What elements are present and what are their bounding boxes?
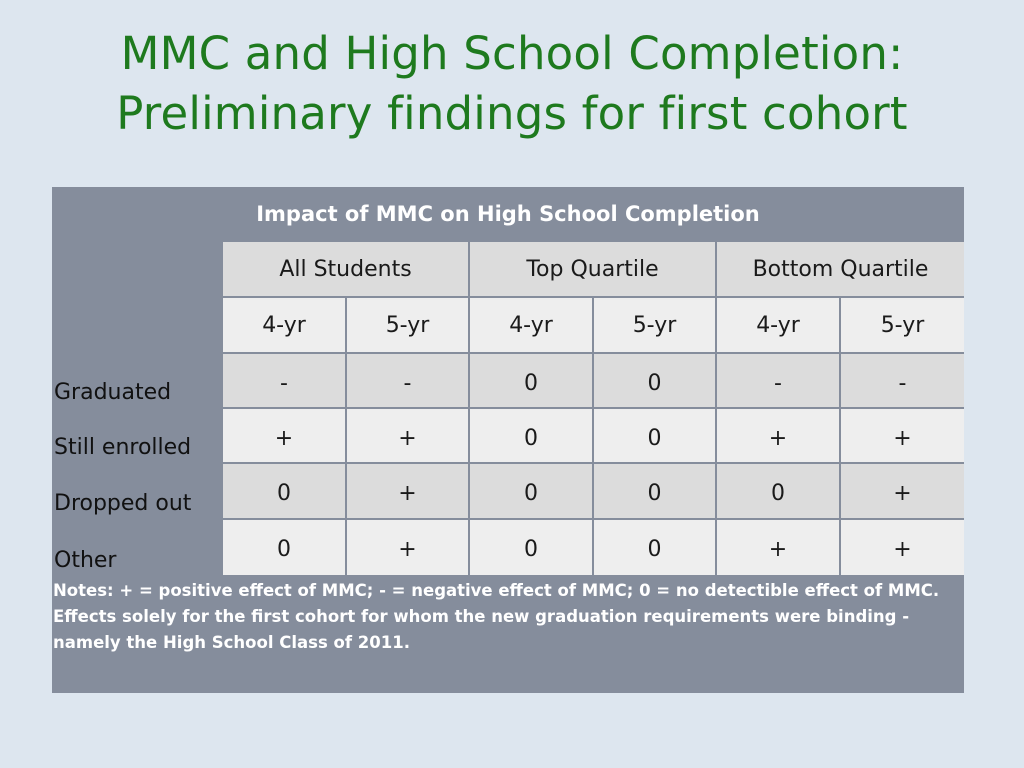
table-cell: + — [841, 520, 964, 575]
subheader-cell: 5-yr — [594, 298, 715, 352]
table-cell: + — [841, 409, 964, 462]
table-cell: 0 — [470, 520, 592, 575]
table-cell: + — [347, 464, 468, 518]
row-label-graduated: Graduated — [52, 354, 221, 407]
table-cell: 0 — [470, 464, 592, 518]
group-header-all-students: All Students — [223, 242, 468, 296]
table-cell: 0 — [594, 464, 715, 518]
table-cell: + — [717, 520, 839, 575]
table-cell: 0 — [223, 520, 345, 575]
table-cell: + — [347, 520, 468, 575]
table-cell: 0 — [717, 464, 839, 518]
subheader-cell: 4-yr — [223, 298, 345, 352]
slide-title — [0, 24, 1024, 144]
table-cell: 0 — [470, 409, 592, 462]
row-label-other: Other — [52, 520, 221, 575]
table-cell: 0 — [594, 520, 715, 575]
subheader-cell: 5-yr — [841, 298, 964, 352]
row-label-still-enrolled: Still enrolled — [52, 409, 221, 462]
table-cell: 0 — [594, 409, 715, 462]
table-cell: 0 — [594, 354, 715, 407]
subheader-cell: 4-yr — [470, 298, 592, 352]
table-cell: - — [841, 354, 964, 407]
table-cell: 0 — [223, 464, 345, 518]
slide-title-line-1: MMC and High School Completion: — [120, 27, 904, 80]
group-header-top-quartile: Top Quartile — [470, 242, 715, 296]
table-cell: + — [717, 409, 839, 462]
table-cell: - — [717, 354, 839, 407]
impact-table — [52, 187, 964, 693]
table-header: Impact of MMC on High School Completion — [52, 187, 964, 240]
table-cell: + — [347, 409, 468, 462]
subheader-cell: 5-yr — [347, 298, 468, 352]
group-header-bottom-quartile: Bottom Quartile — [717, 242, 964, 296]
subheader-cell: 4-yr — [717, 298, 839, 352]
subheader-corner — [52, 298, 221, 352]
table-notes: Notes: + = positive effect of MMC; - = negative effect of MMC; 0 = no detectible effect of MMC. Effects solely for the first cohort for whom the new graduation requirements were binding - namely the High School Class of 2011. — [53, 581, 940, 652]
group-header-corner — [52, 242, 221, 296]
slide-title-line-2: Preliminary findings for first cohort — [116, 87, 908, 140]
table-cell: + — [841, 464, 964, 518]
table-cell: - — [347, 354, 468, 407]
row-label-dropped-out: Dropped out — [52, 464, 221, 518]
table-cell: - — [223, 354, 345, 407]
table-cell: + — [223, 409, 345, 462]
table-cell: 0 — [470, 354, 592, 407]
